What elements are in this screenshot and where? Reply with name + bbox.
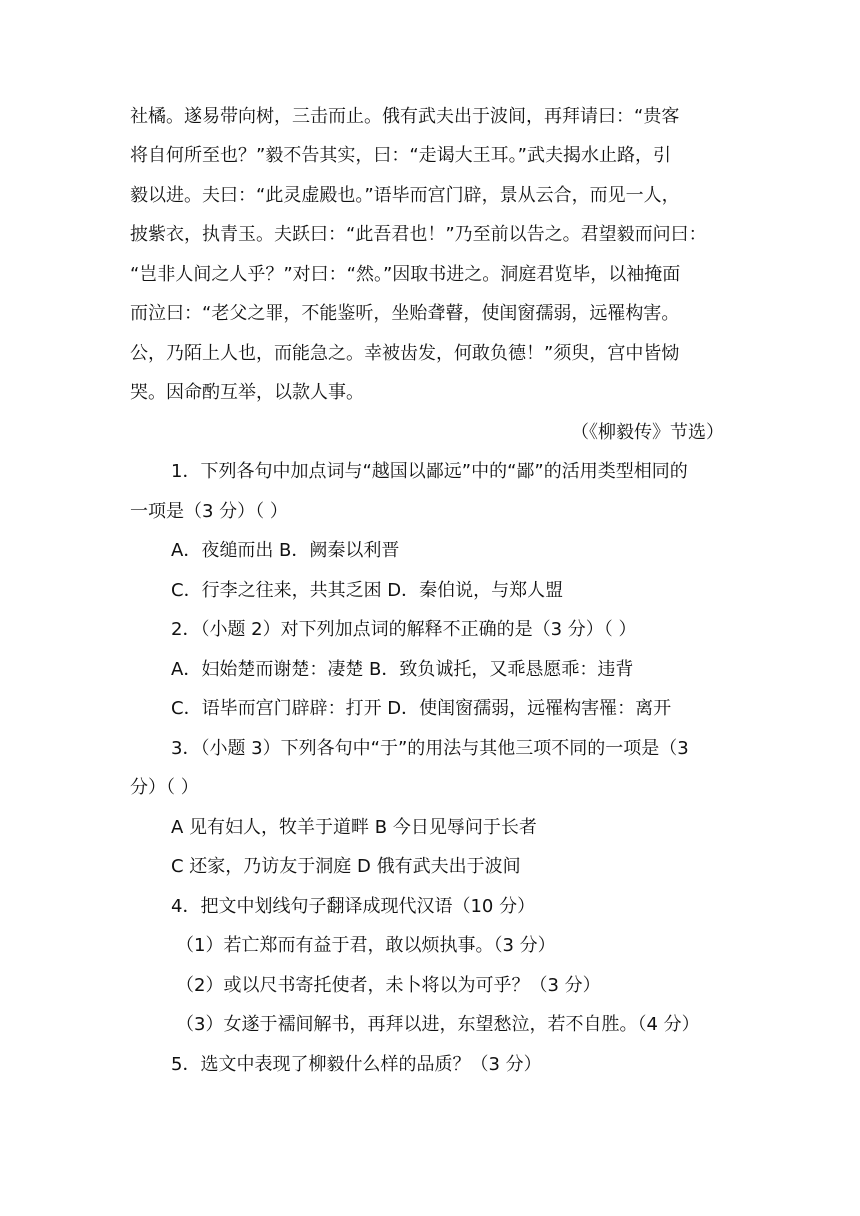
passage-line: 哭。因命酌互举，以款人事。	[130, 382, 364, 403]
question-2-options-ab: A．妇始楚而谢楚：凄楚 B．致负诚托，又乖恳愿乖：违背	[171, 659, 634, 680]
passage-line: “岂非人间之人乎？”对曰：“然。”因取书进之。洞庭君览毕，以袖掩面	[130, 264, 681, 285]
question-4-sub-2: （2）或以尺书寄托使者，未卜将以为可乎？（3 分）	[176, 975, 601, 996]
question-3-options-ab: A 见有妇人，牧羊于道畔 B 今日见辱问于长者	[171, 817, 537, 838]
question-4-sub-3: （3）女遂于襦间解书，再拜以进，东望愁泣，若不自胜。（4 分）	[176, 1014, 700, 1035]
question-1-stem-continued: 一项是（3 分）（ ）	[130, 501, 288, 522]
passage-line: 而泣曰：“老父之罪，不能鉴听，坐贻聋瞽，使闺窗孺弱，远罹构害。	[130, 303, 680, 324]
passage-source: （《柳毅传》节选）	[571, 422, 724, 443]
passage-line: 披紫衣，执青玉。夫跃曰：“此吾君也！”乃至前以告之。君望毅而问曰：	[130, 224, 707, 245]
question-2-options-cd: C．语毕而宫门辟辟：打开 D．使闺窗孺弱，远罹构害罹：离开	[171, 698, 672, 719]
question-3-stem: 3．（小题 3）下列各句中“于”的用法与其他三项不同的一项是（3	[171, 738, 689, 759]
question-2-stem: 2．（小题 2）对下列加点词的解释不正确的是（3 分）（ ）	[171, 619, 637, 640]
question-4-sub-1: （1）若亡郑而有益于君，敢以烦执事。（3 分）	[176, 935, 556, 956]
passage-line: 将自何所至也？”毅不告其实，曰：“走谒大王耳。”武夫揭水止路，引	[130, 145, 671, 166]
passage-line: 公，乃陌上人也，而能急之。幸被齿发，何敢负德！”须臾，宫中皆恸	[130, 343, 680, 364]
question-1-stem: 1．下列各句中加点词与“越国以鄙远”中的“鄙”的活用类型相同的	[171, 461, 688, 482]
passage-line: 社橘。遂易带向树，三击而止。俄有武夫出于波间，再拜请曰：“贵客	[130, 106, 680, 127]
question-1-options-ab: A．夜缒而出 B．阙秦以利晋	[171, 540, 400, 561]
question-4-stem: 4．把文中划线句子翻译成现代汉语（10 分）	[171, 896, 536, 917]
question-3-stem-continued: 分）（ ）	[130, 777, 199, 798]
passage-line: 毅以进。夫曰：“此灵虚殿也。”语毕而宫门辟，景从云合，而见一人，	[130, 185, 680, 206]
question-1-options-cd: C．行李之往来，共其乏困 D．秦伯说，与郑人盟	[171, 580, 564, 601]
question-3-options-cd: C 还家，乃访友于洞庭 D 俄有武夫出于波间	[171, 856, 521, 877]
question-5-stem: 5．选文中表现了柳毅什么样的品质？（3 分）	[171, 1054, 542, 1075]
